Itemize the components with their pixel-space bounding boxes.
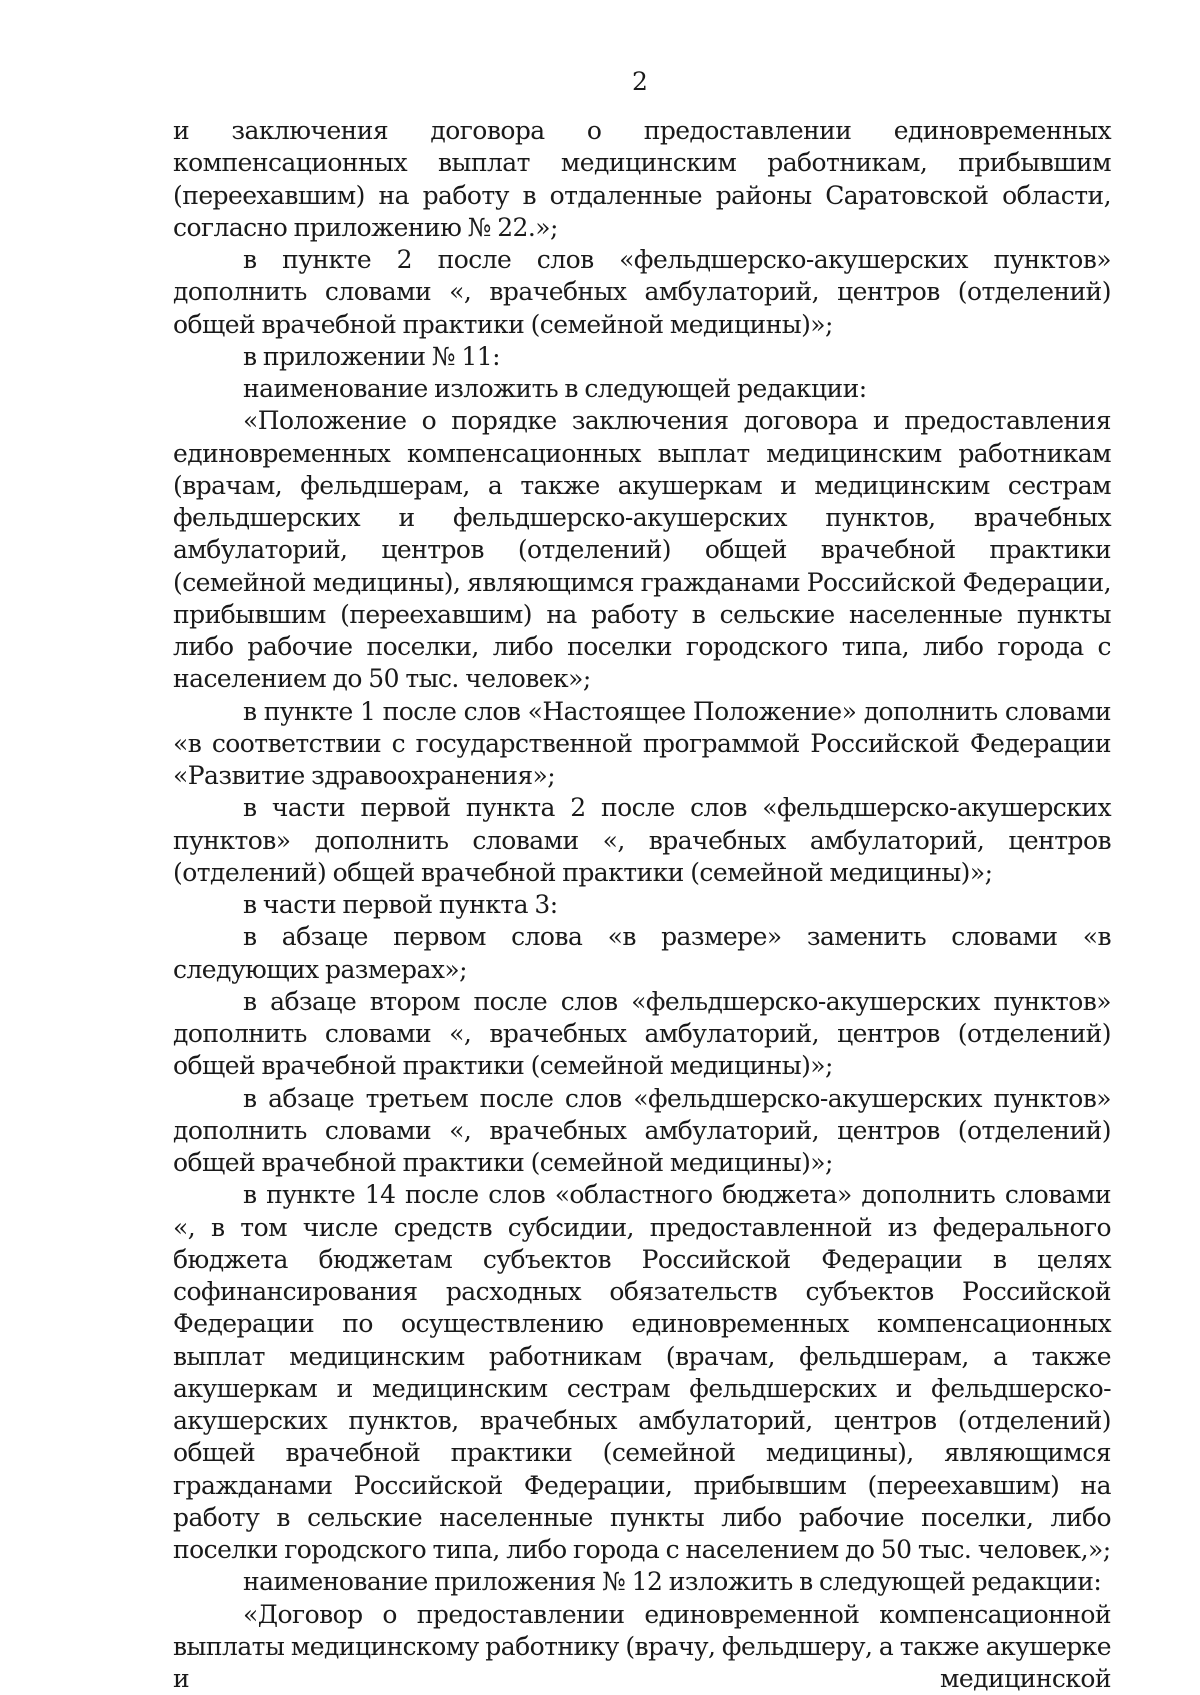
paragraph: и заключения договора о предоставлении единовременных компенсационных выплат медицинским работникам, прибывшим (переехавшим) на работу в отдаленные районы Саратовской области, согласно приложению № 22.»;: [173, 115, 1111, 244]
paragraph: в части первой пункта 3:: [173, 889, 1111, 921]
paragraph: «Положение о порядке заключения договора и предоставления единовременных компенсационных выплат медицинским работникам (врачам, фельдшерам, а также акушеркам и медицинским сестрам фельдшерских и фельдшерско-акушерских пунктов, врачебных амбулаторий, центров (отделений) общей врачебной практики (семейной медицины), являющимся гражданами Российской Федерации, прибывшим (переехавшим) на работу в сельские населенные пункты либо рабочие поселки, либо поселки городского типа, либо города с населением до 50 тыс. человек»;: [173, 405, 1111, 695]
page-number: 2: [0, 66, 1200, 98]
paragraph: в пункте 1 после слов «Настоящее Положение» дополнить словами «в соответствии с государственной программой Российской Федерации «Развитие здравоохранения»;: [173, 696, 1111, 793]
paragraph: в пункте 2 после слов «фельдшерско-акушерских пунктов» дополнить словами «, врачебных амбулаторий, центров (отделений) общей врачебной практики (семейной медицины)»;: [173, 244, 1111, 341]
paragraph: «Договор о предоставлении единовременной компенсационной выплаты медицинскому работнику (врачу, фельдшеру, а также акушерке и медицинской: [173, 1599, 1111, 1695]
paragraph: в части первой пункта 2 после слов «фельдшерско-акушерских пунктов» дополнить словами «, врачебных амбулаторий, центров (отделений) общей врачебной практики (семейной медицины)»;: [173, 792, 1111, 889]
document-body: [173, 115, 1111, 1695]
paragraph: в абзаце первом слова «в размере» заменить словами «в следующих размерах»;: [173, 921, 1111, 986]
paragraph: в приложении № 11:: [173, 341, 1111, 373]
paragraph: в абзаце третьем после слов «фельдшерско-акушерских пунктов» дополнить словами «, врачебных амбулаторий, центров (отделений) общей врачебной практики (семейной медицины)»;: [173, 1083, 1111, 1180]
paragraph: наименование приложения № 12 изложить в следующей редакции:: [173, 1566, 1111, 1598]
paragraph: в абзаце втором после слов «фельдшерско-акушерских пунктов» дополнить словами «, врачебных амбулаторий, центров (отделений) общей врачебной практики (семейной медицины)»;: [173, 986, 1111, 1083]
paragraph: в пункте 14 после слов «областного бюджета» дополнить словами «, в том числе средств субсидии, предоставленной из федерального бюджета бюджетам субъектов Российской Федерации в целях софинансирования расходных обязательств субъектов Российской Федерации по осуществлению единовременных компенсационных выплат медицинским работникам (врачам, фельдшерам, а также акушеркам и медицинским сестрам фельдшерских и фельдшерско-акушерских пунктов, врачебных амбулаторий, центров (отделений) общей врачебной практики (семейной медицины), являющимся гражданами Российской Федерации, прибывшим (переехавшим) на работу в сельские населенные пункты либо рабочие поселки, либо поселки городского типа, либо города с населением до 50 тыс. человек,»;: [173, 1179, 1111, 1566]
paragraph: наименование изложить в следующей редакции:: [173, 373, 1111, 405]
